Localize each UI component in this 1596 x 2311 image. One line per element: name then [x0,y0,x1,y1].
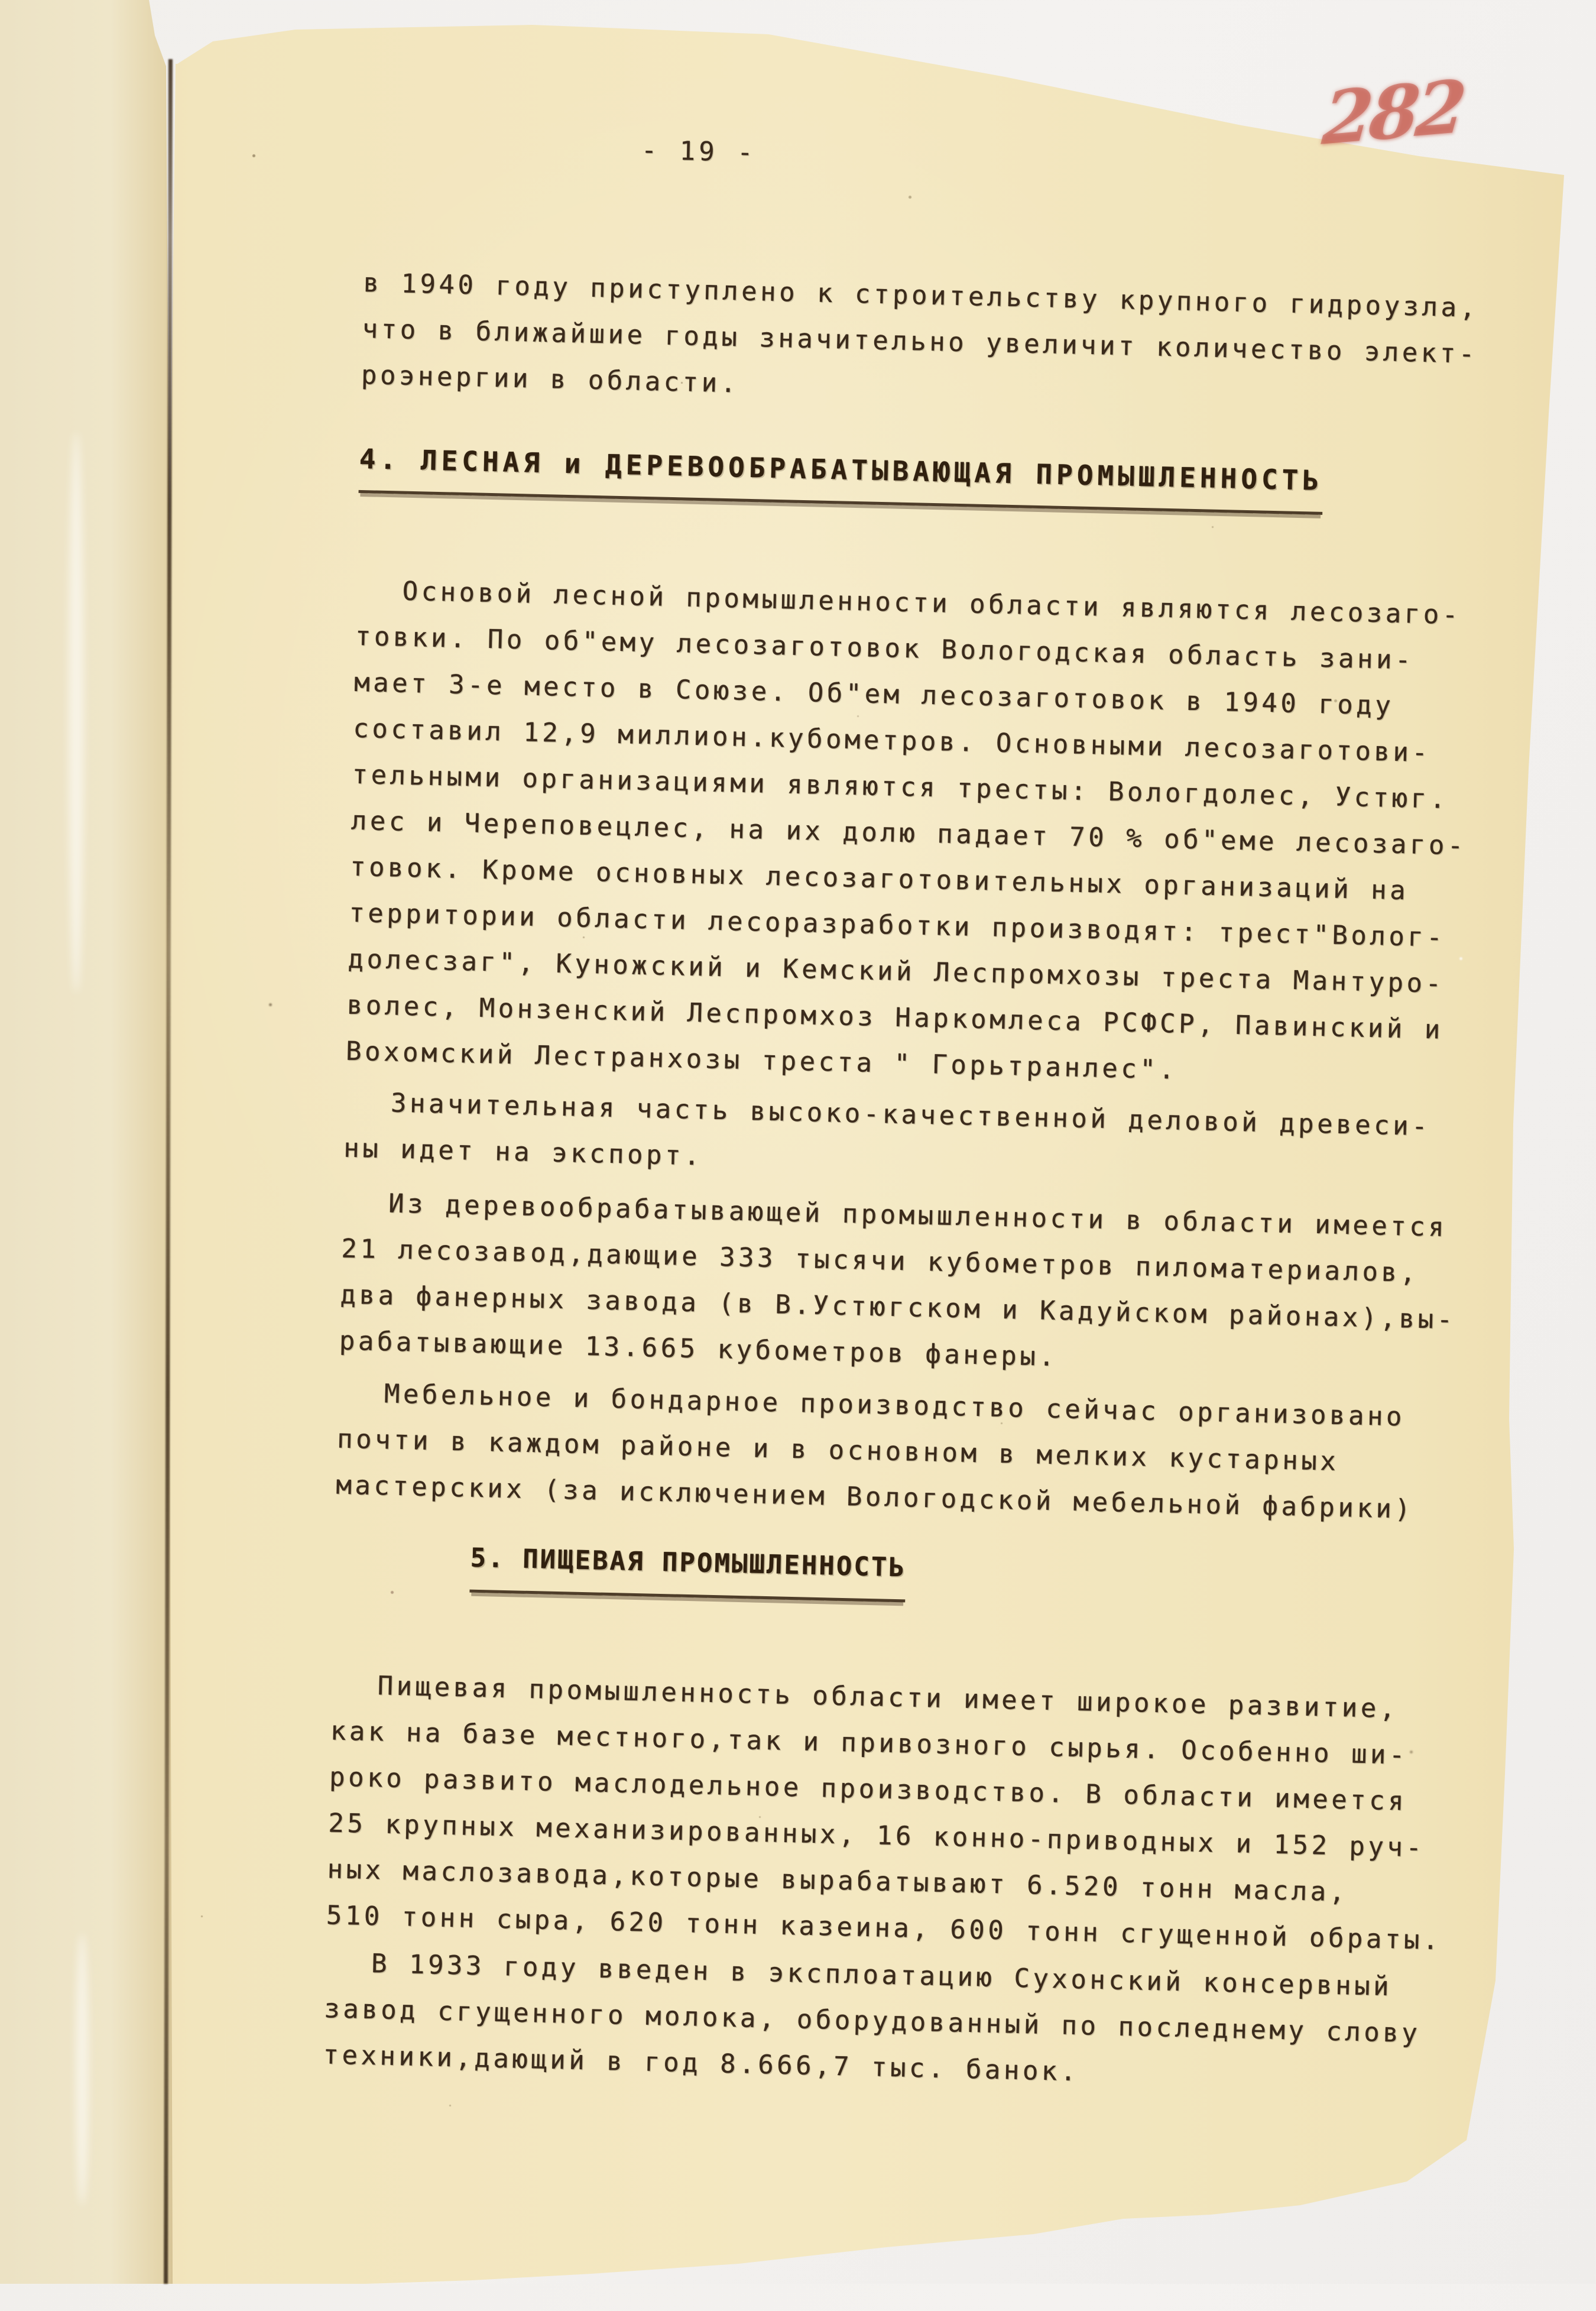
red-folio-number: 282 [1319,63,1467,162]
text-line: Основой лесной промышленности области являются лесозаго- [402,576,1462,631]
text-line: 21 лесозавод,дающие 333 тысячи кубометров пиломатериалов, [340,1233,1420,1288]
text-line: почти в каждом районе и в основном в мелких кустарных [336,1424,1339,1477]
page-number: - 19 - [641,135,757,168]
text-line: в 1940 году приступлено к строительству крупного гидроузла, [363,268,1480,323]
text-line: долесзаг", Куножский и Кемский Леспромхозы треста Мантуро- [348,944,1445,999]
text-line: Значительная часть высоко-качественной деловой древеси- [390,1088,1431,1142]
text-line: мастерских (за исключением Вологодской мебельной фабрики) [335,1470,1414,1525]
text-line: 510 тонн сыра, 620 тонн казеина, 600 тонн сгущенной обраты. [326,1900,1442,1956]
text-line: рабатывающие 13.665 кубометров фанеры. [339,1325,1058,1373]
text-line: составил 12,9 миллион.кубометров. Основными лесозаготови- [352,713,1432,769]
paragraph-condensed-milk-plant [323,1940,1422,2103]
text-line: роэнергии в области. [361,359,740,399]
text-line: товки. По об"ему лесозаготовок Вологодская область зани- [355,621,1415,676]
text-line: тельными организациями являются тресты: Вологдолес, Устюг. [352,759,1449,815]
text-line: В 1933 году введен в эксплоатацию Сухонский консервный [371,1949,1393,2002]
section-heading-food [469,1535,906,1603]
section-heading-forestry-text: 4. ЛЕСНАЯ и ДЕРЕВООБРАБАТЫВАЮЩАЯ ПРОМЫШЛЕННОСТЬ [359,436,1323,515]
paragraph-timber-export [343,1080,1431,1197]
text-line: что в ближайшие годы значительно увеличит количество элект- [362,313,1478,369]
text-line: роко развито маслодельное производство. В области имеется [329,1762,1407,1817]
text-line: товок. Кроме основных лесозаготовительных организаций на [349,851,1409,906]
text-line: ны идет на экспорт. [343,1133,703,1172]
paragraph-dairy-industry [326,1662,1448,1964]
text-line: Вохомский Лестранхозы треста " Горьтранлес". [345,1036,1178,1085]
paragraph-hydro-construction [361,260,1479,424]
text-line: Мебельное и бондарное производство сейчас организовано [384,1379,1406,1432]
text-line: техники,дающий в год 8.666,7 тыс. банок. [322,2040,1080,2088]
text-line: волес, Монзенский Леспромхоз Наркомлеса РСФСР, Павинский и [346,990,1444,1045]
paragraph-furniture-cooperage [336,1370,1416,1533]
paragraph-sawmills-plywood [339,1180,1458,1390]
section-heading-forestry [359,436,1323,515]
text-line: Из деревообрабатывающей промышленности в области имеется [388,1188,1448,1243]
text-line: ных маслозавода,которые вырабатывают 6.520 тонн масла, [327,1854,1349,1908]
text-line: как на базе местного,так и привозного сырья. Особенно ши- [330,1716,1409,1771]
text-line: 25 крупных механизированных, 16 конно-приводных и 152 руч- [327,1808,1425,1863]
paragraph-logging-volumes [345,568,1472,1100]
text-line: завод сгущенного молока, оборудованный по последнему слову [323,1994,1421,2049]
text-line: Пищевая промышленность области имеет широкое развитие, [377,1671,1399,1725]
text-line: два фанерных завода (в В.Устюгском и Кадуйском районах),вы- [340,1279,1456,1336]
text-line: мает 3-е место в Союзе. Об"ем лесозаготовок в 1940 году [353,667,1394,721]
text-line: лес и Череповецлес, на их долю падает 70 % об"еме лесозаго- [351,805,1467,861]
text-line: территории области лесоразработки производят: трест"Волог- [348,897,1446,953]
section-heading-food-text: 5. ПИЩЕВАЯ ПРОМЫШЛЕННОСТЬ [469,1535,906,1603]
